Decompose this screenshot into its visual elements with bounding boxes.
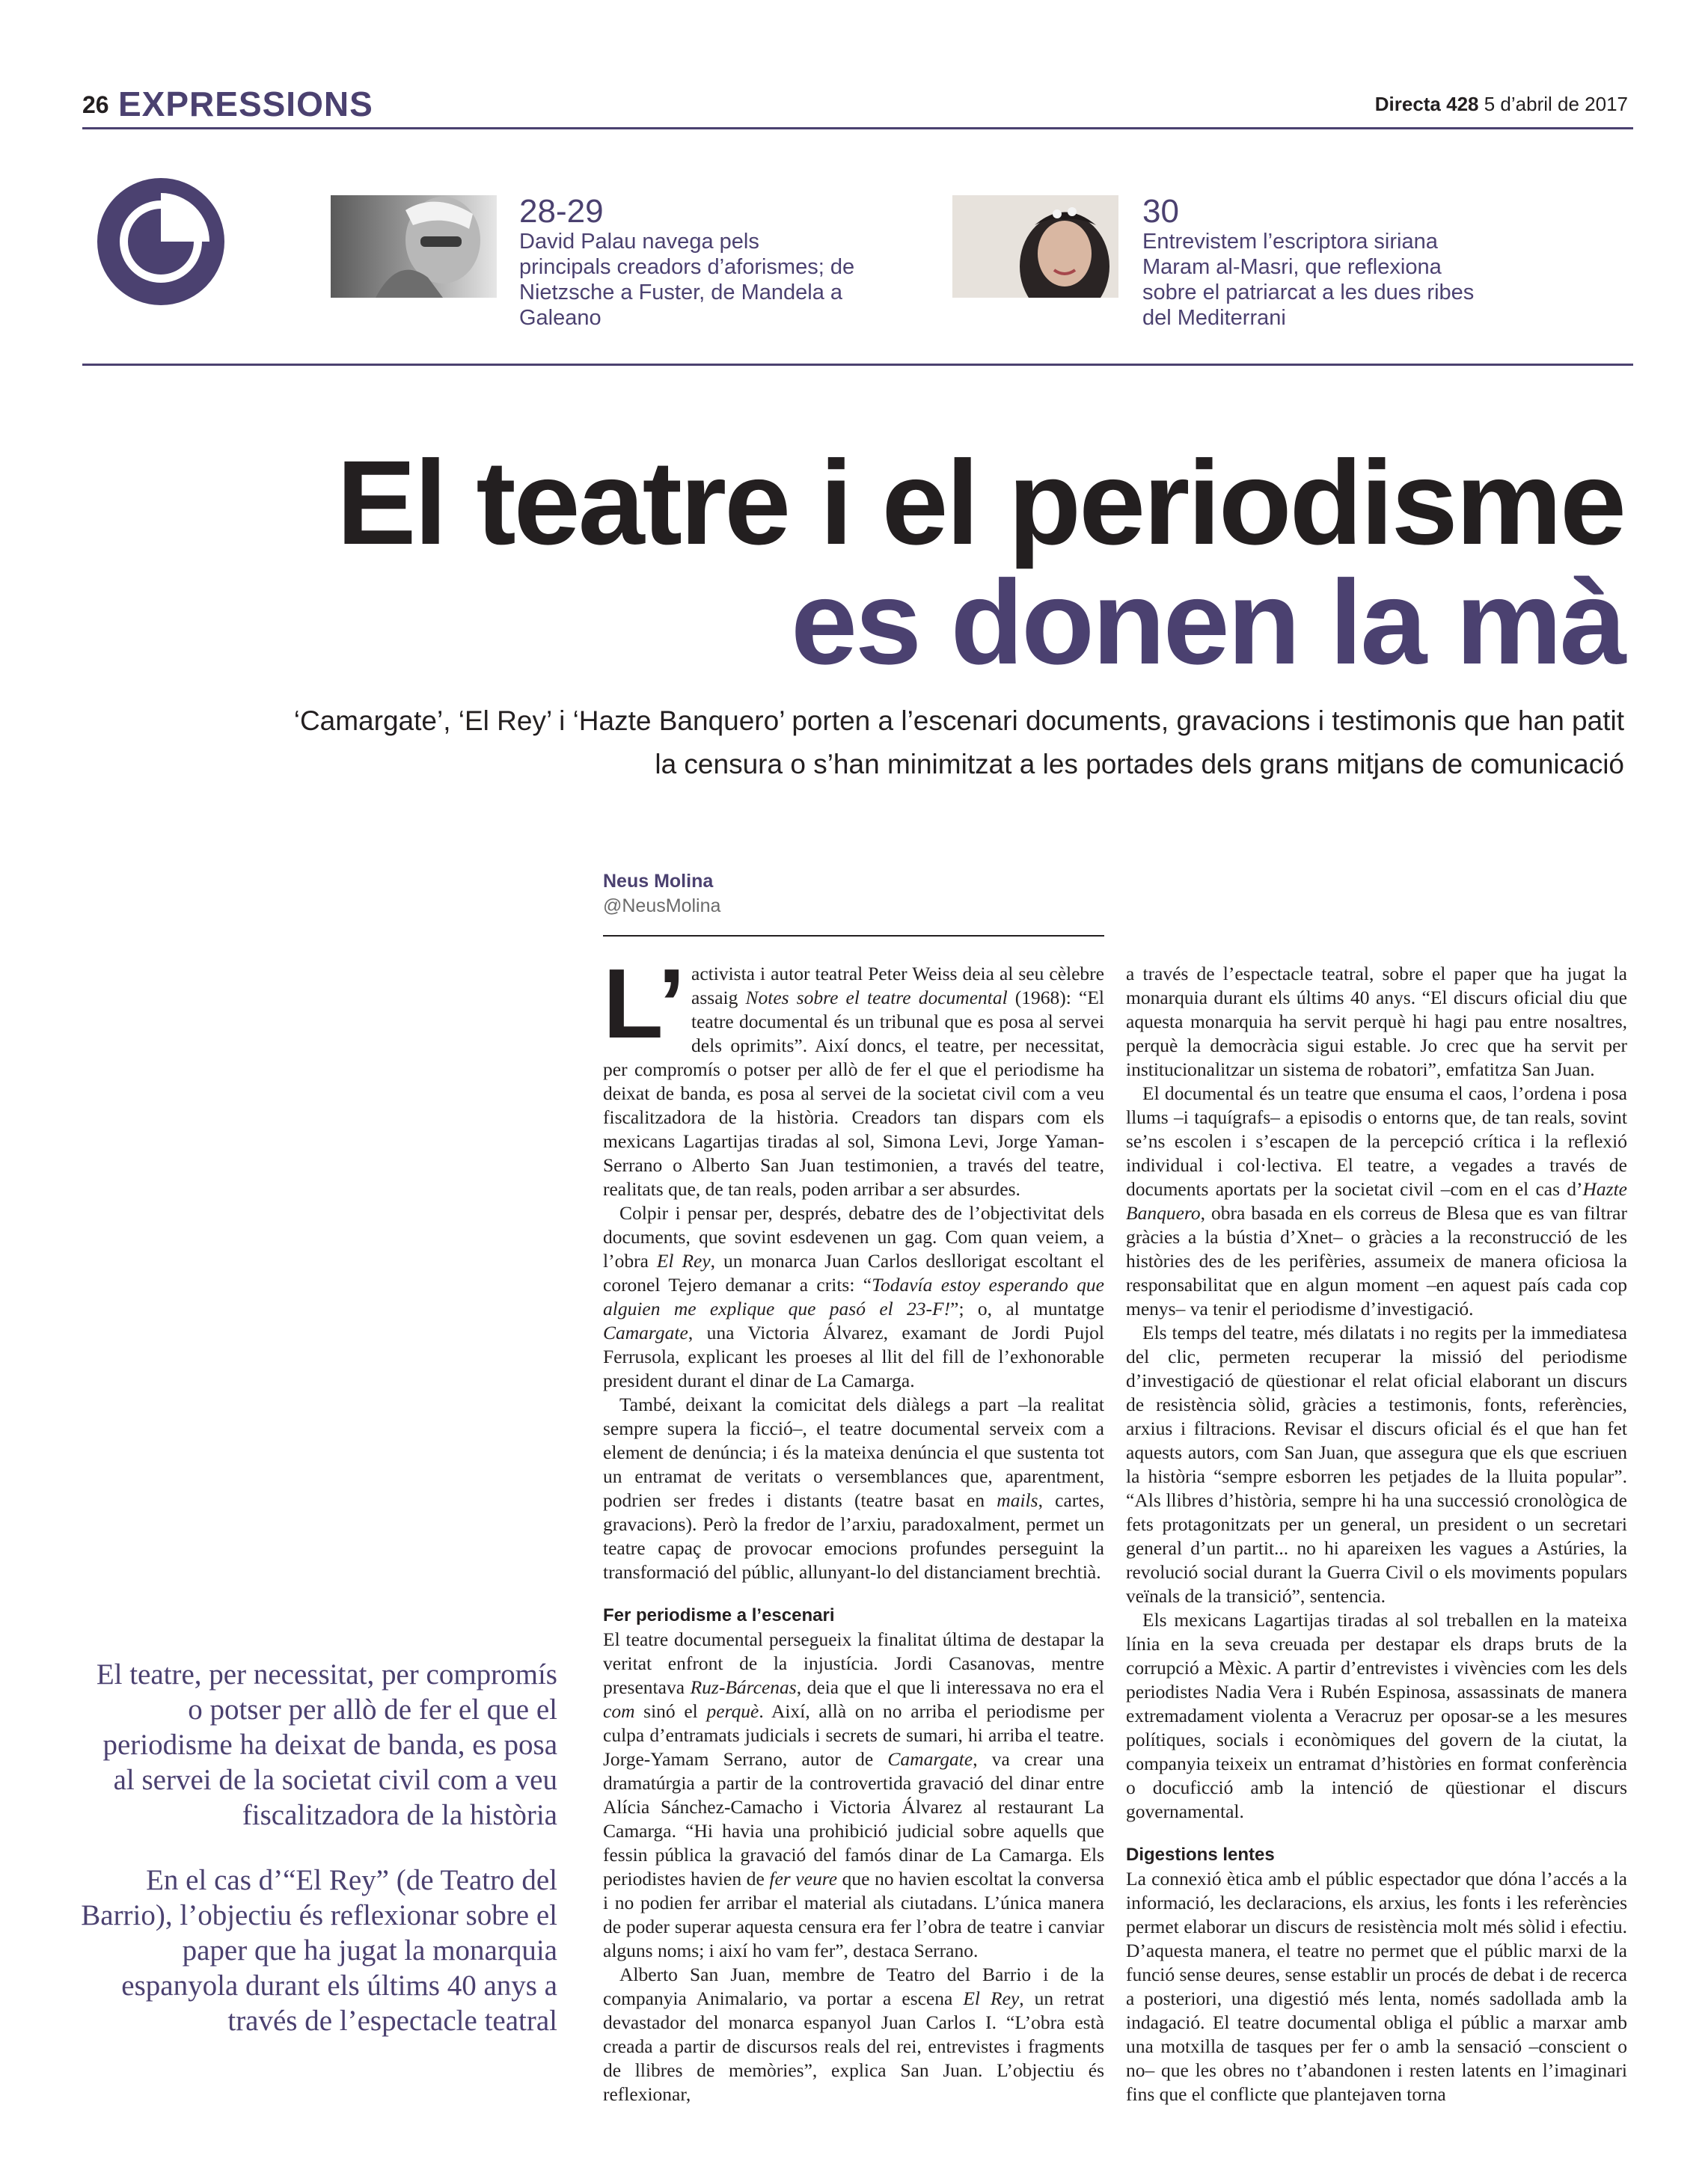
author-name: Neus Molina: [603, 871, 714, 892]
teaser-pages: 30: [1142, 193, 1179, 230]
publication-name: Directa 428: [1374, 93, 1479, 115]
teaser-text[interactable]: Entrevistem l’escriptora siriana Maram al-Masri, que reflexiona sobre el patriarcat a les dues ribes del Mediterrani: [1142, 230, 1475, 330]
header-rule: [82, 127, 1633, 129]
drop-cap: L’: [603, 948, 686, 1058]
section-title: EXPRESSIONS: [118, 85, 373, 123]
article-paragraph: L’ activista i autor teatral Peter Weiss deia al seu cèlebre assaig Notes sobre el teatre documental (1968): “El teatre documental és un tribunal que es posa al servei dels oprimits”. Així doncs, el teatre, per necessitat, per compromís o potser per allò de fer el que el periodisme ha deixat de banda, es posa al servei de la societat civil com a veu fiscalitzadora de la història. Creadors tan dispars com els mexicans Lagartijas tiradas al sol, Simona Levi, Jorge Yaman-Serrano o Alberto San Juan testimonien, a través del teatre, realitats que, de tan reals, poden arribar a ser absurdes.: [603, 948, 1104, 1200]
author-handle[interactable]: @NeusMolina: [603, 895, 721, 916]
teaser-photo-woman[interactable]: [952, 195, 1118, 298]
section-divider: [82, 364, 1633, 366]
article-paragraph: Colpir i pensar per, després, debatre des de l’objectivitat dels documents, que sovint esdevenen un gag. Com quan veiem, a l’obra El Rey, un monarca Juan Carlos desllorigat escoltant el coronel Tejero demanar a crits: “Todavía estoy esperando que alguien me explique que pasó el 23-F!”; o, al muntatge Camargate, una Victoria Álvarez, examant de Jordi Pujol Ferrusola, explicant les proeses al llit del fill de l’exhonorable president durant el dinar de La Camarga.: [603, 1202, 1104, 1391]
article-paragraph: a través de l’espectacle teatral, sobre el paper que ha jugat la monarquia durant els últims 40 anys. “El discurs oficial diu que aquesta monarquia ha servit perquè hi hagi pau entre nosaltres, perquè la democràcia sigui estable. Jo crec que ha servit per institucionalitzar un sistema de robatori”, emfatitza San Juan.: [1126, 963, 1627, 1080]
directa-circle-logo-icon: [90, 171, 232, 313]
article-paragraph: Els mexicans Lagartijas tiradas al sol treballen en la mateixa línia en la seva creuada per destapar els draps bruts de la corrupció a Mèxic. A partir d’entrevistes i vivències com les dels periodistes Nadia Vera i Rubén Espinosa, assassinats de manera extremadament violenta a Veracruz per oposar-se a les mesures polítiques, socials i econòmiques del govern de la ciutat, la companyia teixeix un entramat d’històries en format conferència o docuficció amb la intenció de qüestionar el discurs governamental.: [1126, 1609, 1627, 1822]
article-subheading: Digestions lentes: [1126, 1845, 1275, 1865]
publication-info: [1375, 93, 1628, 116]
article-paragraph: El documental és un teatre que ensuma el caos, l’ordena i posa llums –i taquígrafs– a episodis o entorns que, de tan reals, sovint se’ns escolen i s’escapen de la percepció crítica i la reflexió individual i col·lectiva. El teatre, a vegades a través de documents aportats per la societat civil –com en el cas d’Hazte Banquero, obra basada en els correus de Blesa que es van filtrar gràcies a la bústia d’Xnet– o gràcies a la reconstrucció de les històries des de les perifèries, assumeix de manera oficiosa la responsabilitat que en algun moment –en aquest país cada cop menys– va tenir el periodisme d’investigació.: [1126, 1082, 1627, 1320]
article-paragraph: El teatre documental persegueix la finalitat última de destapar la veritat enfront de la injustícia. Jordi Casanovas, mentre presentava Ruz-Bárcenas, deia que el que li interessava no era el com sinó el perquè. Així, allà on no arriba el periodisme per culpa d’entramats judicials i secrets de sumari, hi arriba el teatre. Jorge-Yamam Serrano, autor de Camargate, va crear una dramatúrgia a partir de la controvertida gravació del dinar entre Alícia Sánchez-Camacho i Victoria Álvarez al restaurant La Camarga. “Hi havia una prohibició judicial sobre aquells que fessin pública la gravació del famós dinar de La Camarga. Els periodistes havien de fer veure que no havien escoltat la conversa i no podien fer arribar el material als ciutadans. L’única manera de poder superar aquesta censura era fer l’obra de teatre i canviar alguns noms; i així ho vam fer”, destaca Serrano.: [603, 1628, 1105, 1961]
headline-line-1: El teatre i el periodisme: [336, 435, 1624, 569]
teaser-photo-older-man[interactable]: [331, 195, 497, 298]
subheadline: ‘Camargate’, ‘El Rey’ i ‘Hazte Banquero’ porten a l’escenari documents, gravacions i testimonis que han patit la censura o s’han minimitzat a les portades dels grans mitjans de comunicació: [293, 705, 1624, 779]
publication-date: 5 d’abril de 2017: [1484, 93, 1628, 115]
article-column-2: [1126, 962, 1627, 2106]
article-paragraph: Els temps del teatre, més dilatats i no regits per la immediatesa del clic, permeten recuperar la missió del periodisme d’investigació de qüestionar el relat oficial elaborant un discurs de resistència sòlid, gràcies a testimonis, fonts, referències, arxius i filtracions. Revisar el discurs oficial és el que han fet aquests autors, com San Juan, que assegura que els que escriuen la història “sempre esborren les petjades de la lluita popular”. “Als llibres d’història, sempre hi ha una successió cronològica de fets protagonitzats per un general, un president o un secretari general d’un partit... no hi apareixen les vagues a Astúries, la revolució social durant la Guerra Civil o els moviments populars veïnals de la transició”, sentencia.: [1126, 1322, 1627, 1607]
pull-quote: En el cas d’“El Rey” (de Teatro del Barrio), l’objectiu és reflexionar sobre el paper que ha jugat la monarquia espanyola durant els últims 40 anys a través de l’espectacle teatral: [81, 1864, 557, 2037]
headline-line-2: es donen la mà: [791, 555, 1624, 689]
article-column-1: [603, 948, 1105, 2106]
pull-quote: El teatre, per necessitat, per compromís o potser per allò de fer el que el periodisme ha deixat de banda, es posa al servei de la societat civil com a veu fiscalitzadora de la història: [96, 1658, 557, 1831]
article-paragraph: La connexió ètica amb el públic espectador que dóna l’accés a la informació, les declaracions, els arxius, les fonts i les referències permet elaborar un discurs de resistència molt més sòlid i efectiu. D’aquesta manera, el teatre no permet que el públic marxi de la funció sense deures, sense establir un procés de debat i de recerca a posteriori, una digestió més lenta, només sadollada amb la indagació. El teatre documental obliga el públic a marxar amb una motxilla de tasques per fer o amb la sensació –conscient o no– que les obres no t’abandonen i resten latents en l’imaginari fins que el conflicte que plantejaven torna: [1126, 1868, 1627, 2105]
byline-rule: [603, 935, 1104, 937]
article-paragraph: Alberto San Juan, membre de Teatro del Barrio i de la companyia Animalario, va portar a escena El Rey, un retrat devastador del monarca espanyol Juan Carlos I. “L’obra està creada a partir de discursos reals del rei, entrevistes i fragments de llibres de memòries”, explica San Juan. L’objectiu és reflexionar,: [603, 1964, 1104, 2105]
article-subheading: Fer periodisme a l’escenari: [603, 1605, 835, 1625]
teaser-pages: 28-29: [519, 193, 604, 230]
teaser-text[interactable]: David Palau navega pels principals creadors d’aforismes; de Nietzsche a Fuster, de Mandela a Galeano: [519, 230, 855, 330]
article-paragraph: També, deixant la comicitat dels diàlegs a part –la realitat sempre supera la ficció–, el teatre documental serveix com a element de denúncia; i és la mateixa denúncia el que sustenta tot un entramat de veritats o versemblances que, aparentment, podrien ser fredes i distants (teatre basat en mails, cartes, gravacions). Però la fredor de l’arxiu, paradoxalment, permet un teatre capaç de provocar emocions profundes perseguint la transformació del públic, allunyant-lo del distanciament brechtià.: [603, 1394, 1104, 1583]
page-number: 26: [82, 91, 109, 118]
